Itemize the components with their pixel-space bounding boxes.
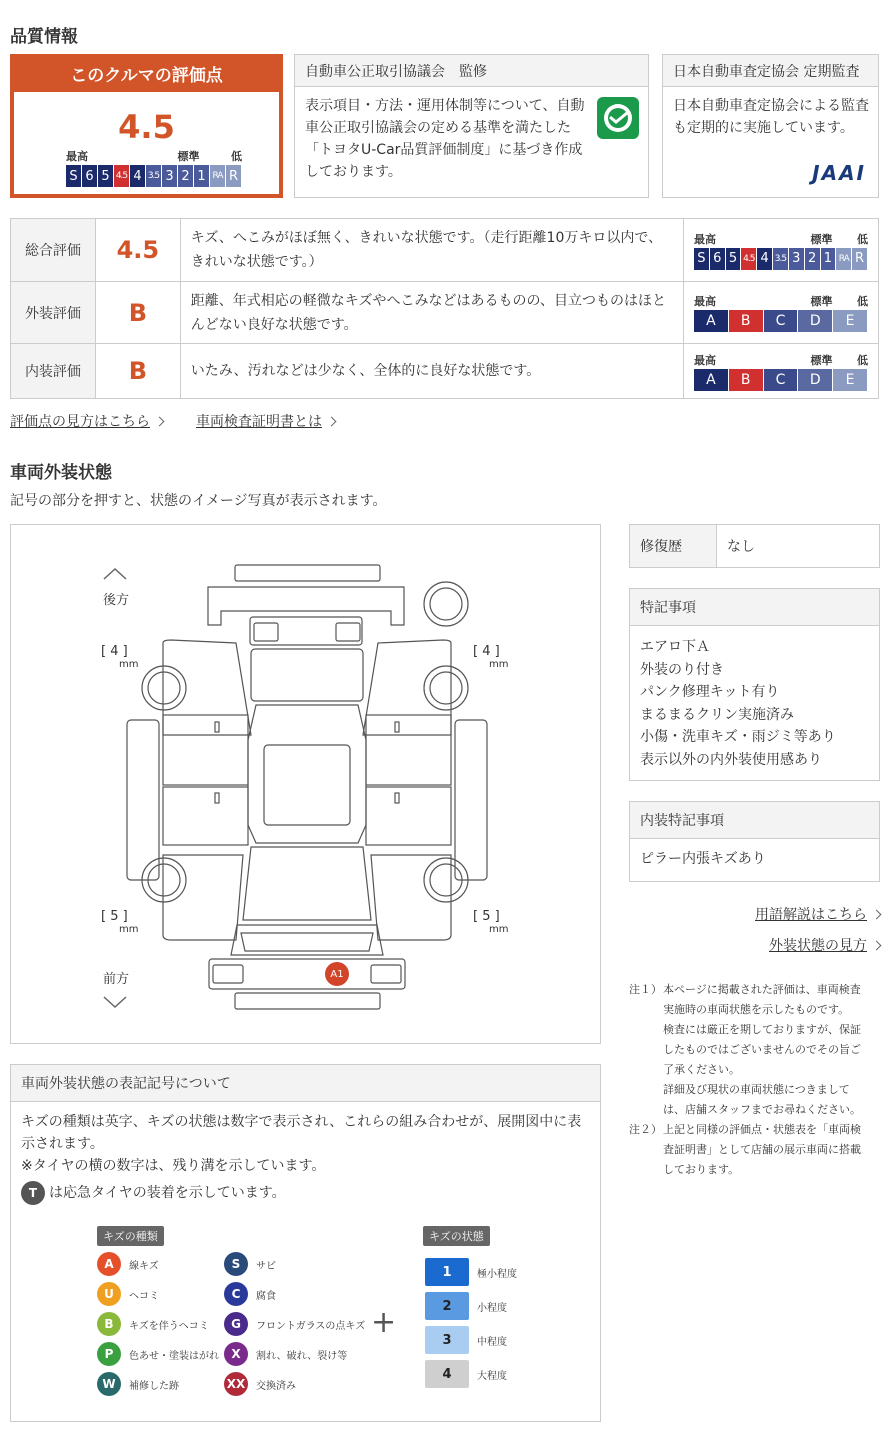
scale-cell: 6: [710, 248, 725, 270]
damage-kind-label: 線キズ: [129, 1260, 159, 1272]
list-item: 表示以外の内外装使用感あり: [640, 751, 822, 768]
evaluation-grade: 4.5: [95, 219, 180, 282]
link-glossary[interactable]: [755, 904, 880, 924]
jaai-text: 日本自動車査定協会による監査も定期的に実施しています。: [673, 98, 869, 136]
interior-special-notes: [629, 801, 880, 882]
chevron-right-icon: [872, 941, 882, 951]
legend-header: 車両外装状態の表記記号について: [11, 1065, 600, 1102]
list-item: ピラー内張キズあり: [640, 851, 766, 867]
scale-cell: 2: [178, 165, 193, 187]
quality-title: 品質情報: [10, 27, 78, 47]
list-item: エアロ下Ａ: [640, 639, 710, 655]
front-label: 前方: [103, 972, 130, 987]
scale-label-std: 標準: [810, 295, 833, 308]
legend-kind-row: [97, 1339, 219, 1369]
evaluation-grade: B: [95, 344, 180, 399]
scale-label-high: 最高: [66, 150, 88, 163]
scale-cell: 5: [726, 248, 741, 270]
tread-mm: mm: [119, 659, 139, 670]
chevron-right-icon: [155, 417, 165, 427]
kind-tag: キズの種類: [97, 1226, 164, 1246]
fair-trade-text: 表示項目・方法・運用体制等について、自動車公正取引協議会の定める基準を満たした「トヨタU-Car品質評価制度」に基づき作成しております。: [305, 98, 585, 180]
scale-label-low: 低: [857, 353, 868, 367]
tread-mm: mm: [119, 924, 139, 935]
legend-box: [10, 1064, 601, 1422]
link-how-to-view-label[interactable]: 外装状態の見方: [769, 938, 867, 954]
evaluation-table: [10, 218, 879, 399]
chevron-right-icon: [872, 910, 882, 920]
abc-cell: A: [694, 369, 728, 391]
notes: [629, 980, 880, 1180]
abc-cell: C: [764, 310, 798, 332]
evaluation-label: 総合評価: [11, 219, 96, 282]
tread-mm: mm: [489, 924, 509, 935]
fair-trade-logo-icon: [597, 97, 639, 139]
note-line: 本ページに掲載された評価は、車両検査: [663, 983, 861, 996]
scale-cell: 1: [194, 165, 209, 187]
note-line: 査証明書」として店舗の展示車両に搭載: [663, 1143, 861, 1156]
tread-mm: mm: [489, 659, 509, 670]
damage-kind-icon: A: [97, 1252, 121, 1276]
scale-cell: 6: [82, 165, 97, 187]
repair-label: 修復歴: [630, 525, 717, 567]
abc-cell: D: [798, 310, 832, 332]
state-tag: キズの状態: [423, 1226, 490, 1246]
damage-kind-icon: X: [224, 1342, 248, 1366]
damage-kind-icon: W: [97, 1372, 121, 1396]
car-diagram: [10, 524, 601, 1044]
scale-label-low: 低: [231, 150, 242, 163]
scale-label-low: 低: [857, 295, 868, 308]
scale-cell: R: [226, 165, 241, 187]
note-line: したものではございませんのでその旨ご: [663, 1043, 861, 1056]
abc-cell: D: [798, 369, 832, 391]
scale-label-high: 最高: [694, 353, 716, 367]
damage-marker-button[interactable]: A1: [325, 962, 349, 986]
special-notes: [629, 588, 880, 781]
scale-cell: 1: [821, 248, 836, 270]
scale-cell: 5: [98, 165, 113, 187]
legend-kind-row: [224, 1309, 365, 1339]
damage-kind-label: キズを伴うヘコミ: [129, 1320, 209, 1332]
list-item: 外装のり付き: [640, 661, 724, 678]
list-item: パンク修理キット有り: [640, 684, 780, 700]
abc-cell: E: [833, 369, 867, 391]
legend-kind-row: [97, 1279, 219, 1309]
scale-label-high: 最高: [694, 232, 716, 246]
note-line: しております。: [663, 1163, 740, 1176]
score-scale: [66, 165, 242, 187]
damage-kind-label: フロントガラスの点キズ: [256, 1320, 366, 1332]
scale-cell: S: [66, 165, 81, 187]
scale-cell: 4: [130, 165, 145, 187]
abc-cell: B: [729, 369, 763, 391]
damage-kind-label: 交換済み: [256, 1380, 296, 1392]
scale-cell: 3: [789, 248, 804, 270]
damage-kind-label: ヘコミ: [129, 1290, 159, 1302]
legend-kind-row: [97, 1309, 219, 1339]
scale-cell: 4.5: [114, 165, 129, 187]
list-item: まるまるクリン実施済み: [640, 706, 794, 723]
link-certificate-label[interactable]: 車両検査証明書とは: [196, 414, 322, 430]
evaluation-row: [11, 344, 879, 399]
abc-cell: E: [833, 310, 867, 332]
evaluation-row: [11, 282, 879, 344]
damage-kind-label: 色あせ・塗装はがれ: [129, 1350, 219, 1362]
abc-cell: B: [729, 310, 763, 332]
fair-trade-header: 自動車公正取引協議会 監修: [295, 55, 648, 87]
legend-kind-row: [224, 1369, 365, 1399]
scale-cell: S: [694, 248, 709, 270]
link-glossary-label[interactable]: 用語解説はこちら: [755, 907, 867, 923]
scale-label-std: 標準: [810, 353, 833, 367]
scale-cell: 3.5: [146, 165, 161, 187]
damage-state-icon: 1: [425, 1258, 469, 1286]
scale-cell: 4.5: [741, 248, 756, 270]
note-line: 上記と同様の評価点・状態表を「車両検: [663, 1123, 861, 1136]
legend-p2: ※タイヤの横の数字は、残り溝を示しています。: [21, 1158, 326, 1174]
jaai-logo: JAAI: [812, 161, 866, 185]
legend-state-row: [425, 1255, 517, 1289]
score-scale: [694, 248, 868, 270]
damage-kind-label: 腐食: [256, 1290, 276, 1302]
link-how-to-read[interactable]: [10, 411, 163, 431]
evaluation-label: 外装評価: [11, 282, 96, 344]
legend-kind-row: [97, 1369, 219, 1399]
evaluation-grade: B: [95, 282, 180, 344]
scale-cell: 4: [757, 248, 772, 270]
link-how-to-read-label[interactable]: 評価点の見方はこちら: [10, 414, 150, 430]
damage-kind-label: サビ: [256, 1260, 276, 1272]
scale-cell: RA: [210, 165, 225, 187]
damage-state-icon: 2: [425, 1292, 469, 1320]
scale-label-low: 低: [857, 232, 868, 246]
jaai-box: [662, 54, 879, 198]
damage-kind-label: 割れ、破れ、裂け等: [256, 1350, 348, 1362]
plus-icon: +: [371, 1305, 397, 1340]
evaluation-desc: キズ、へこみがほぼ無く、きれいな状態です。（走行距離10万キロ以内で、きれいな状態です。）: [180, 219, 683, 282]
note-line: 検査には厳正を期しておりますが、保証: [663, 1023, 861, 1036]
note1-label: 注１）: [629, 983, 662, 996]
evaluation-row: [11, 219, 879, 282]
tread-front-right: [ 5 ]: [473, 909, 500, 924]
link-how-to-view[interactable]: [769, 935, 880, 955]
damage-state-label: 極小程度: [477, 1268, 517, 1280]
legend-p3: は応急タイヤの装着を示しています。: [49, 1185, 286, 1201]
damage-state-label: 小程度: [477, 1302, 507, 1314]
note-line: は、店舗スタッフまでお尋ねください。: [663, 1103, 861, 1116]
scale-label-std: 標準: [177, 150, 200, 163]
legend-state-row: [425, 1323, 517, 1357]
scale-label-std: 標準: [810, 232, 833, 246]
legend-state-row: [425, 1289, 517, 1323]
note2-label: 注２）: [629, 1123, 662, 1136]
interior-special-header: 内装特記事項: [630, 802, 879, 839]
abc-cell: A: [694, 310, 728, 332]
scale-cell: R: [852, 248, 867, 270]
chevron-right-icon: [327, 417, 337, 427]
scale-cell: 3: [162, 165, 177, 187]
scale-label-high: 最高: [694, 295, 716, 308]
list-item: 小傷・洗車キズ・雨ジミ等あり: [640, 729, 836, 745]
jaai-header: 日本自動車査定協会 定期監査: [663, 55, 878, 87]
score-box-title: このクルマの評価点: [70, 65, 223, 86]
legend-kind-row: [224, 1249, 365, 1279]
repair-value: なし: [727, 539, 755, 555]
legend-kind-row: [224, 1279, 365, 1309]
damage-kind-icon: C: [224, 1282, 248, 1306]
repair-history: [629, 524, 880, 568]
legend-kind-row: [97, 1249, 219, 1279]
fair-trade-box: [294, 54, 649, 198]
exterior-subtitle: 記号の部分を押すと、状態のイメージ写真が表示されます。: [10, 493, 387, 509]
abc-cell: C: [764, 369, 798, 391]
evaluation-desc: いたみ、汚れなどは少なく、全体的に良好な状態です。: [180, 344, 683, 399]
damage-kind-label: 補修した跡: [129, 1380, 179, 1392]
tread-rear-right: [ 4 ]: [473, 644, 500, 659]
damage-state-icon: 3: [425, 1326, 469, 1354]
score-box: [10, 54, 283, 198]
score-value: 4.5: [118, 108, 175, 146]
note-line: 了承ください。: [663, 1063, 740, 1076]
exterior-title: 車両外装状態: [10, 463, 112, 483]
scale-cell: RA: [836, 248, 851, 270]
note-line: 詳細及び現状の車両状態につきまして: [663, 1083, 850, 1096]
damage-kind-icon: S: [224, 1252, 248, 1276]
damage-state-label: 大程度: [477, 1370, 507, 1382]
legend-kind-row: [224, 1339, 365, 1369]
note-line: 実施時の車両状態を示したものです。: [663, 1003, 850, 1016]
scale-cell: 2: [805, 248, 820, 270]
abc-scale: [694, 310, 868, 332]
tread-rear-left: [ 4 ]: [101, 644, 128, 659]
link-certificate[interactable]: [196, 411, 335, 431]
rear-label: 後方: [103, 593, 130, 608]
legend-p1: キズの種類は英字、キズの状態は数字で表示され、これらの組み合わせが、展開図中に表示されます。: [21, 1114, 582, 1152]
abc-scale: [694, 369, 868, 391]
damage-kind-icon: G: [224, 1312, 248, 1336]
evaluation-desc: 距離、年式相応の軽微なキズやへこみなどはあるものの、目立つものはほとんどない良好な状態です。: [180, 282, 683, 344]
spare-tire-icon: T: [21, 1181, 45, 1205]
damage-state-icon: 4: [425, 1360, 469, 1388]
tread-front-left: [ 5 ]: [101, 909, 128, 924]
damage-kind-icon: P: [97, 1342, 121, 1366]
damage-state-label: 中程度: [477, 1336, 507, 1348]
damage-kind-icon: B: [97, 1312, 121, 1336]
damage-kind-icon: U: [97, 1282, 121, 1306]
scale-cell: 3.5: [773, 248, 788, 270]
evaluation-label: 内装評価: [11, 344, 96, 399]
car-outline-icon: [11, 525, 600, 1043]
damage-kind-icon: XX: [224, 1372, 248, 1396]
special-header: 特記事項: [630, 589, 879, 626]
legend-state-row: [425, 1357, 517, 1391]
